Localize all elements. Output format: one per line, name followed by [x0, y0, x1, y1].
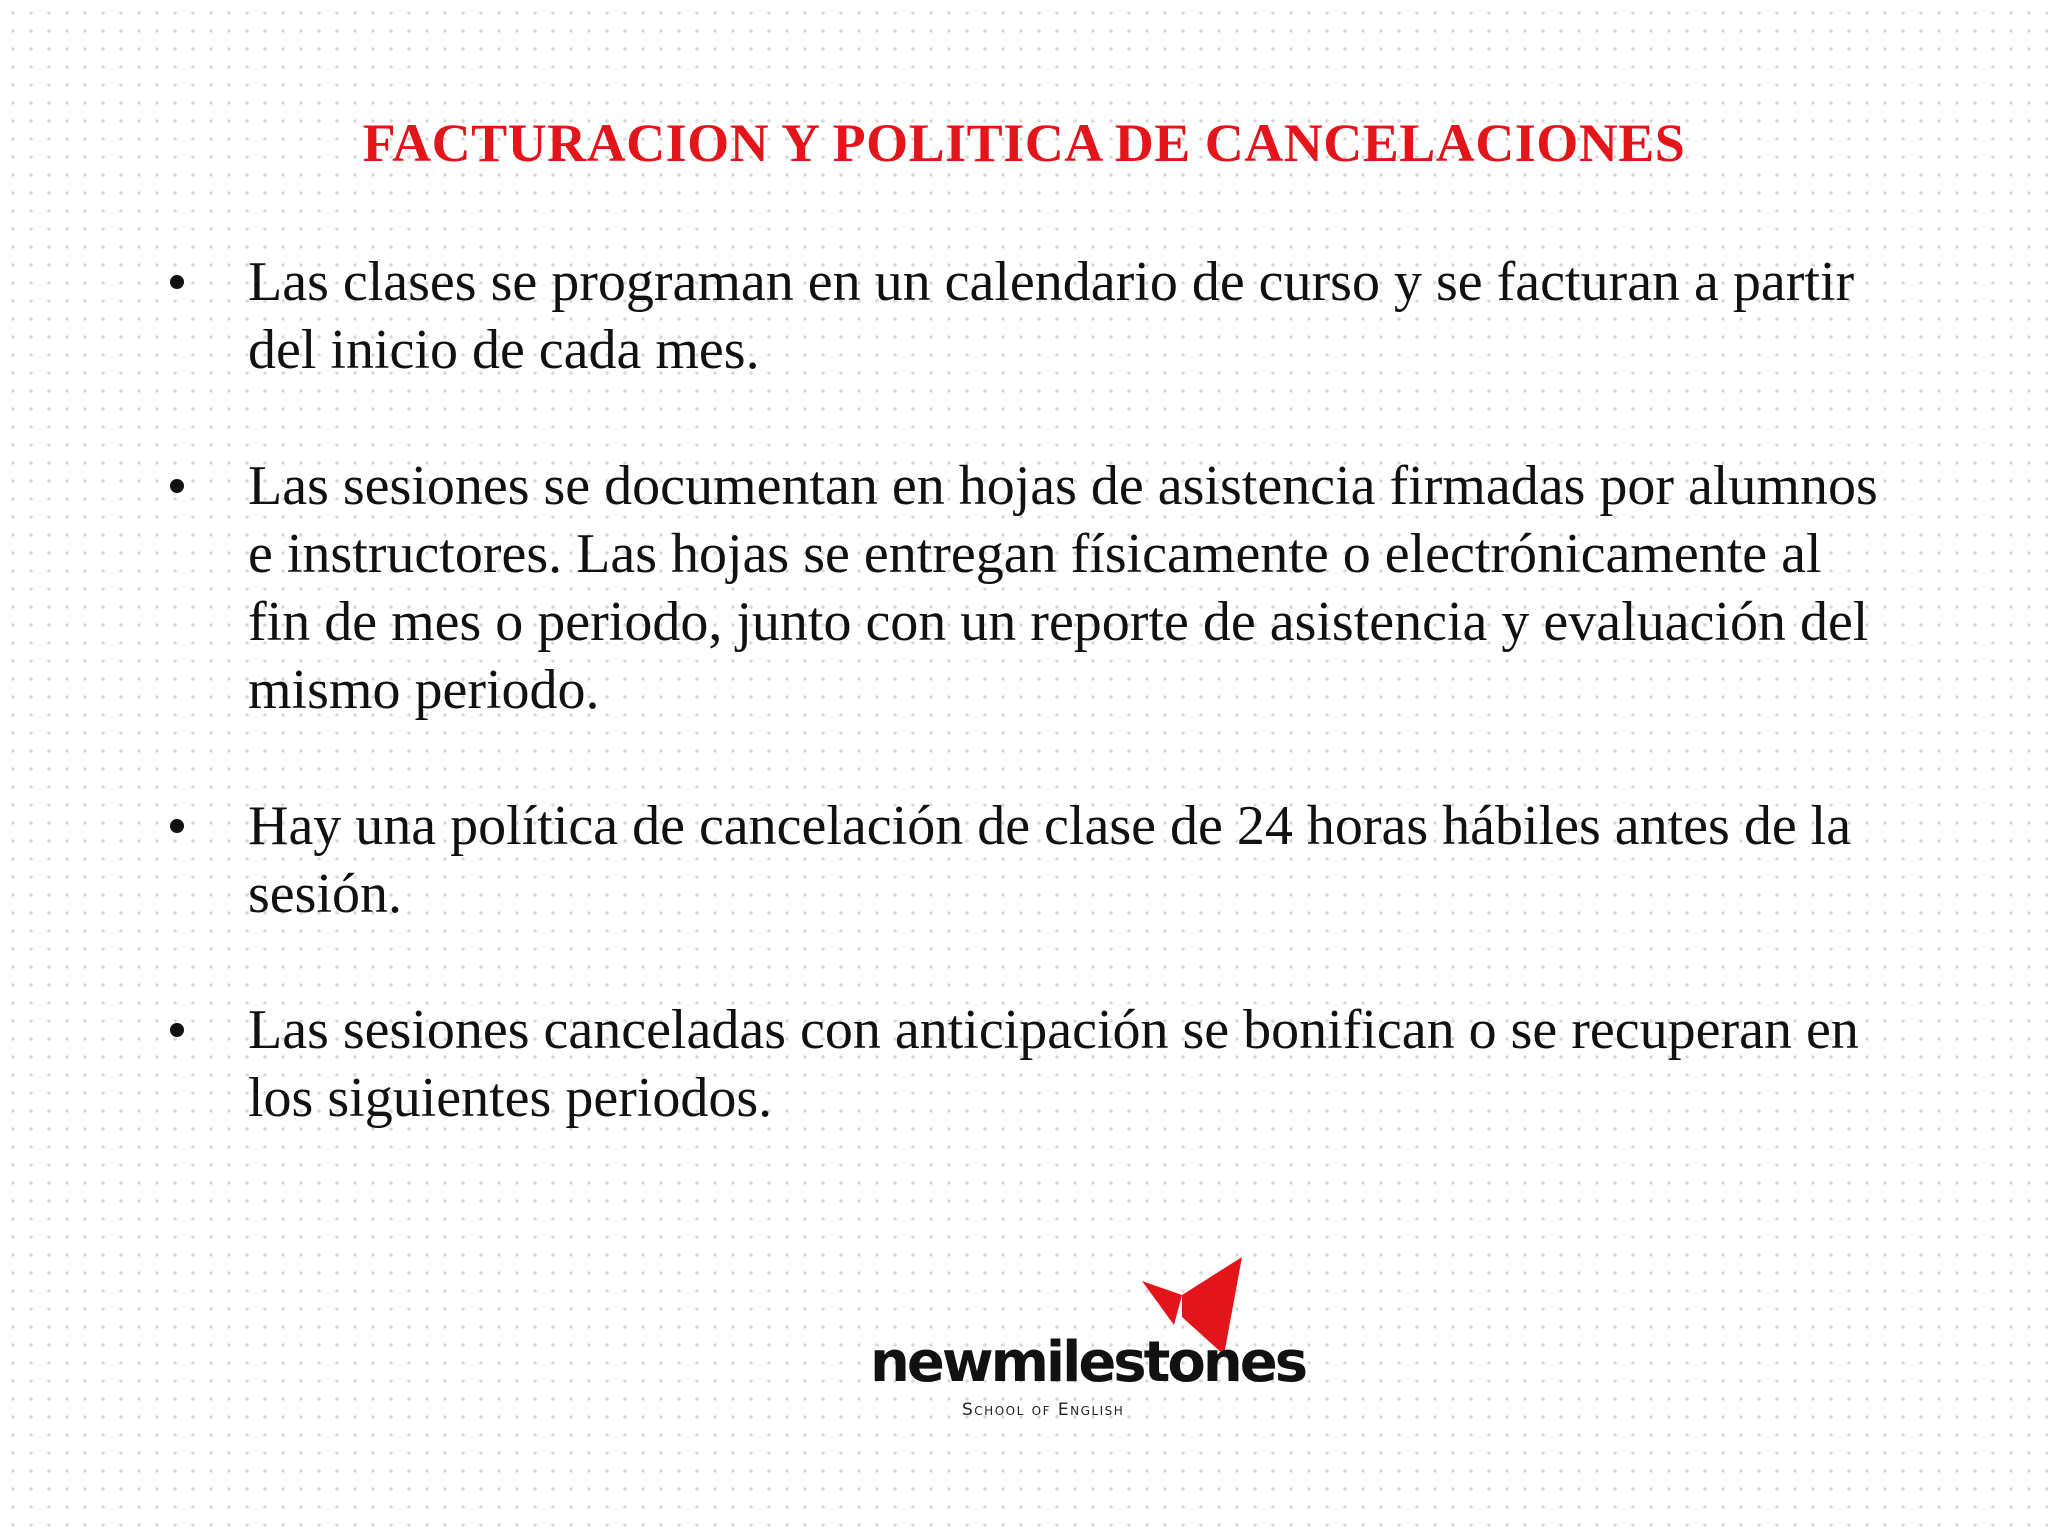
- bullet-dot-icon: [170, 479, 184, 493]
- bullet-text: Las clases se programan en un calendario de curso y se facturan a partir del inicio de cada mes.: [248, 251, 1855, 381]
- bullet-text: Las sesiones se documentan en hojas de asistencia firmadas por alumnos e instructores. Las hojas se entregan físicamente o electrónicamente al fin de mes o periodo, junto con un reporte de asistencia y evaluación del mismo periodo.: [248, 455, 1878, 721]
- bullet-text: Hay una política de cancelación de clase de 24 horas hábiles antes de la sesión.: [248, 795, 1852, 925]
- bullet-list: [170, 248, 1890, 1132]
- bullet-item: [170, 792, 1890, 928]
- newmilestones-logo: [870, 1255, 1306, 1420]
- logo-wordmark: newmilestones: [870, 1330, 1306, 1395]
- bullet-item: [170, 248, 1890, 384]
- bullet-dot-icon: [170, 1023, 184, 1037]
- bullet-dot-icon: [170, 819, 184, 833]
- bullet-item: [170, 996, 1890, 1132]
- bullet-text: Las sesiones canceladas con anticipación se bonifican o se recuperan en los siguientes periodos.: [248, 999, 1859, 1129]
- slide-title: FACTURACION Y POLITICA DE CANCELACIONES: [362, 113, 1686, 173]
- bullet-item: [170, 452, 1890, 724]
- logo-tagline: School of English: [962, 1400, 1125, 1420]
- bullet-dot-icon: [170, 275, 184, 289]
